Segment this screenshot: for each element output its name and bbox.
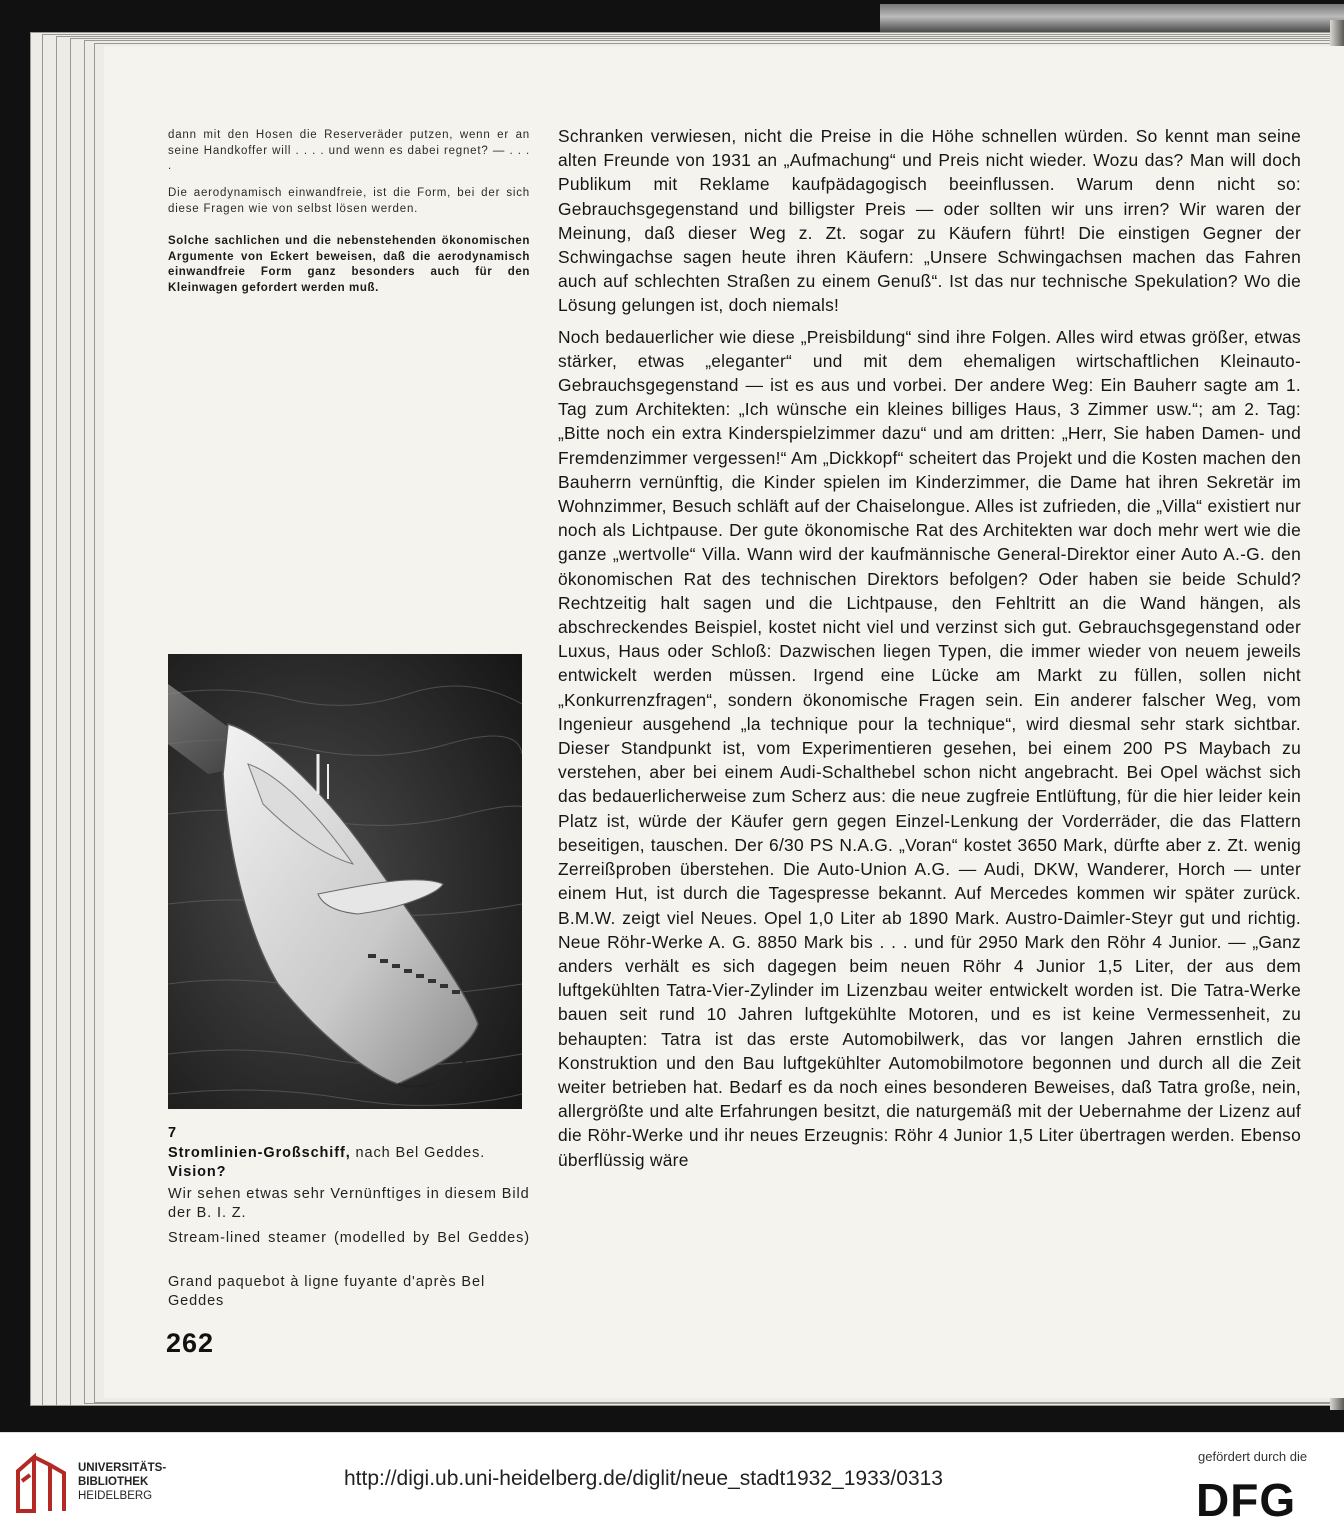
caption-english: Stream-lined steamer (modelled by Bel Geddes) — [168, 1230, 530, 1246]
ship-photo — [168, 654, 522, 1109]
main-article-text — [558, 124, 1301, 1172]
figure-number: 7 — [168, 1125, 177, 1141]
side-note-1: dann mit den Hosen die Reserveräder putzen, wenn er an seine Handkoffer will . . . . und wenn es dabei regnet? — . . . . — [168, 129, 530, 172]
figure-title: Stromlinien-Großschiff, nach Bel Geddes. — [168, 1145, 486, 1161]
library-logo-icon — [14, 1451, 66, 1515]
side-note-2: Die aerodynamisch einwandfreie, ist die Form, bei der sich diese Fragen wie von selbst lösen werden. — [168, 187, 530, 215]
dfg-logo: DFG — [1196, 1474, 1297, 1526]
paragraph-1: Schranken verwiesen, nicht die Preise in die Höhe schnellen würden. So kennt man seine alten Freunde von 1931 an „Aufmachung“ und Preis nicht wieder. Wozu das? Man will doch Publikum mit Reklame kaufpädagogisch beeinflussen. Warum denn nicht so: Gebrauchsgegenstand und billigster Preis — oder sollten wir uns irren? Wir waren der Meinung, daß dieser Weg z. Zt. sogar zu Käufern führt! Die einstigen Gegner der Schwingachse sagen heute ihren Käufern: „Unsere Schwingachsen machen das Fahren auch auf schlechten Straßen zu einem Genuß“. Ist das nur technische Spekulation? Wo die Lösung gelungen ist, doch niemals! — [558, 126, 1301, 316]
dfg-label: gefördert durch die — [1198, 1449, 1308, 1464]
page-edge-top — [880, 4, 1344, 32]
paragraph-2: Noch bedauerlicher wie diese „Preisbildung“ sind ihre Folgen. Alles wird etwas größer, etwas stärker, etwas „eleganter“ und mit dem ehemaligen wirtschaftlichen Kleinauto-Gebrauchsgegenstand — ist es aus und vorbei. Der andere Weg: Ein Bauherr sagte am 1. Tag zum Architekten: „Ich wünsche ein kleines billiges Haus, 3 Zimmer usw.“; am 2. Tag: „Bitte noch ein extra Kinderspielzimmer dazu“ und am dritten: „Herr, Sie haben Damen- und Fremdenzimmer vergessen!“ Am „Dickkopf“ scheitert das Projekt und die Kosten machen den Bauherrn vernünftig, die Kinder spielen im Kinderzimmer, die Dame hat ihren Sekretär im Wohnzimmer, Besuch schläft auf der Chaiselongue. Alles ist zufrieden, die „Villa“ existiert nur noch als Lichtpause. Der gute ökonomische Rat des Architekten war doch mehr wert wie die ganze „wertvolle“ Villa. Wann wird der kaufmännische General-Direktor einer Auto A.-G. den ökonomischen Rat des technischen Direktors befolgen? Oder haben sie beide Schuld? Rechtzeitig halt sagen und die Lichtpause, den Fehltritt an die Wand hängen, als abschreckendes Beispiel, kostet nicht viel und verzinst sich gut. Gebrauchsgegenstand oder Luxus, Haus oder Schloß: Dazwischen liegen Typen, die immer wieder von neuem jeweils entwickelt werden müssen. Irgend eine Lücke am Markt zu füllen, sollen nicht „Konkurrenzfragen“, sondern ökonomische Fragen sein. Ein anderer falscher Weg, vom Ingenieur ausgehend „la technique pour la technique“, wird diesmal sehr stark sichtbar. Dieser Standpunkt ist, vom Experimentieren gesehen, bei einem 200 PS Maybach zu verstehen, aber bei einem Audi-Schalthebel schon nicht angebracht. Bei Opel wächst sich das bedauerlicherweise zum Scherz aus: die neue zugfreie Entlüftung, für die hier leider kein Platz ist, würde der Käufer gern gegen Einzel-Lenkung der Vorderräder, die das Flattern beseitigen, tauschen. Der 6/30 PS N.A.G. „Voran“ kostet 3650 Mark, dürfte aber z. Zt. wenig Zerreißproben überstehen. Die Auto-Union A.G. — Audi, DKW, Wanderer, Horch — unter einem Hut, ist durch die Tagespresse bekannt. Auf Mercedes kommen wir später zurück. B.M.W. zeigt viel Neues. Opel 1,0 Liter ab 1890 Mark. Austro-Daimler-Steyr gut und richtig. Neue Röhr-Werke A. G. 8850 Mark bis . . . und für 2950 Mark den Röhr 4 Junior. — „Ganz anders verhält es sich dagegen beim neuen Röhr 4 Junior 1,5 Liter, der aus dem luftgekühlten Tatra-Vier-Zylinder im Lizenzbau weiter entwickelt worden ist. Die Tatra-Werke bauen seit rund 10 Jahren luftgekühlte Motoren, und es ist keine Vermessenheit, zu behaupten: Tatra ist das erste Automobilwerk, das vor langen Jahren ernstlich die Konstruktion und den Bau luftgekühlter Automobilmotore begonnen und durch all die Zeit weiter betrieben hat. Bedarf es da noch eines besonderen Beweises, daß Tatra große, nein, allergrößte und alte Erfahrungen besitzt, die naturgemäß mit der Uebernahme der Lizenz auf die Röhr-Werke und ihr neues Erzeugnis: Röhr 4 Junior 1,5 Liter übertragen werden. Ebenso überflüssig wäre — [558, 326, 1301, 1170]
figure-vision: Vision? — [168, 1164, 227, 1180]
streamlined-ship-image — [168, 654, 522, 1109]
library-name: UNIVERSITÄTS- BIBLIOTHEK HEIDELBERG — [78, 1462, 167, 1502]
side-note-3: Solche sachlichen und die nebenstehenden ökonomischen Argumente von Eckert beweisen, daß die aerodynamisch einwandfreie Form ganz besonders auch für den Kleinwagen gefordert werden muß. — [168, 235, 530, 294]
page-number: 262 — [166, 1328, 215, 1358]
source-url[interactable]: http://digi.ub.uni-heidelberg.de/diglit/neue_stadt1932_1933/0313 — [344, 1467, 943, 1490]
caption-german: Wir sehen etwas sehr Vernünftiges in diesem Bild der B. I. Z. — [168, 1186, 530, 1221]
footer-bar — [0, 1432, 1344, 1535]
caption-french: Grand paquebot à ligne fuyante d'après Bel Geddes — [168, 1274, 486, 1309]
